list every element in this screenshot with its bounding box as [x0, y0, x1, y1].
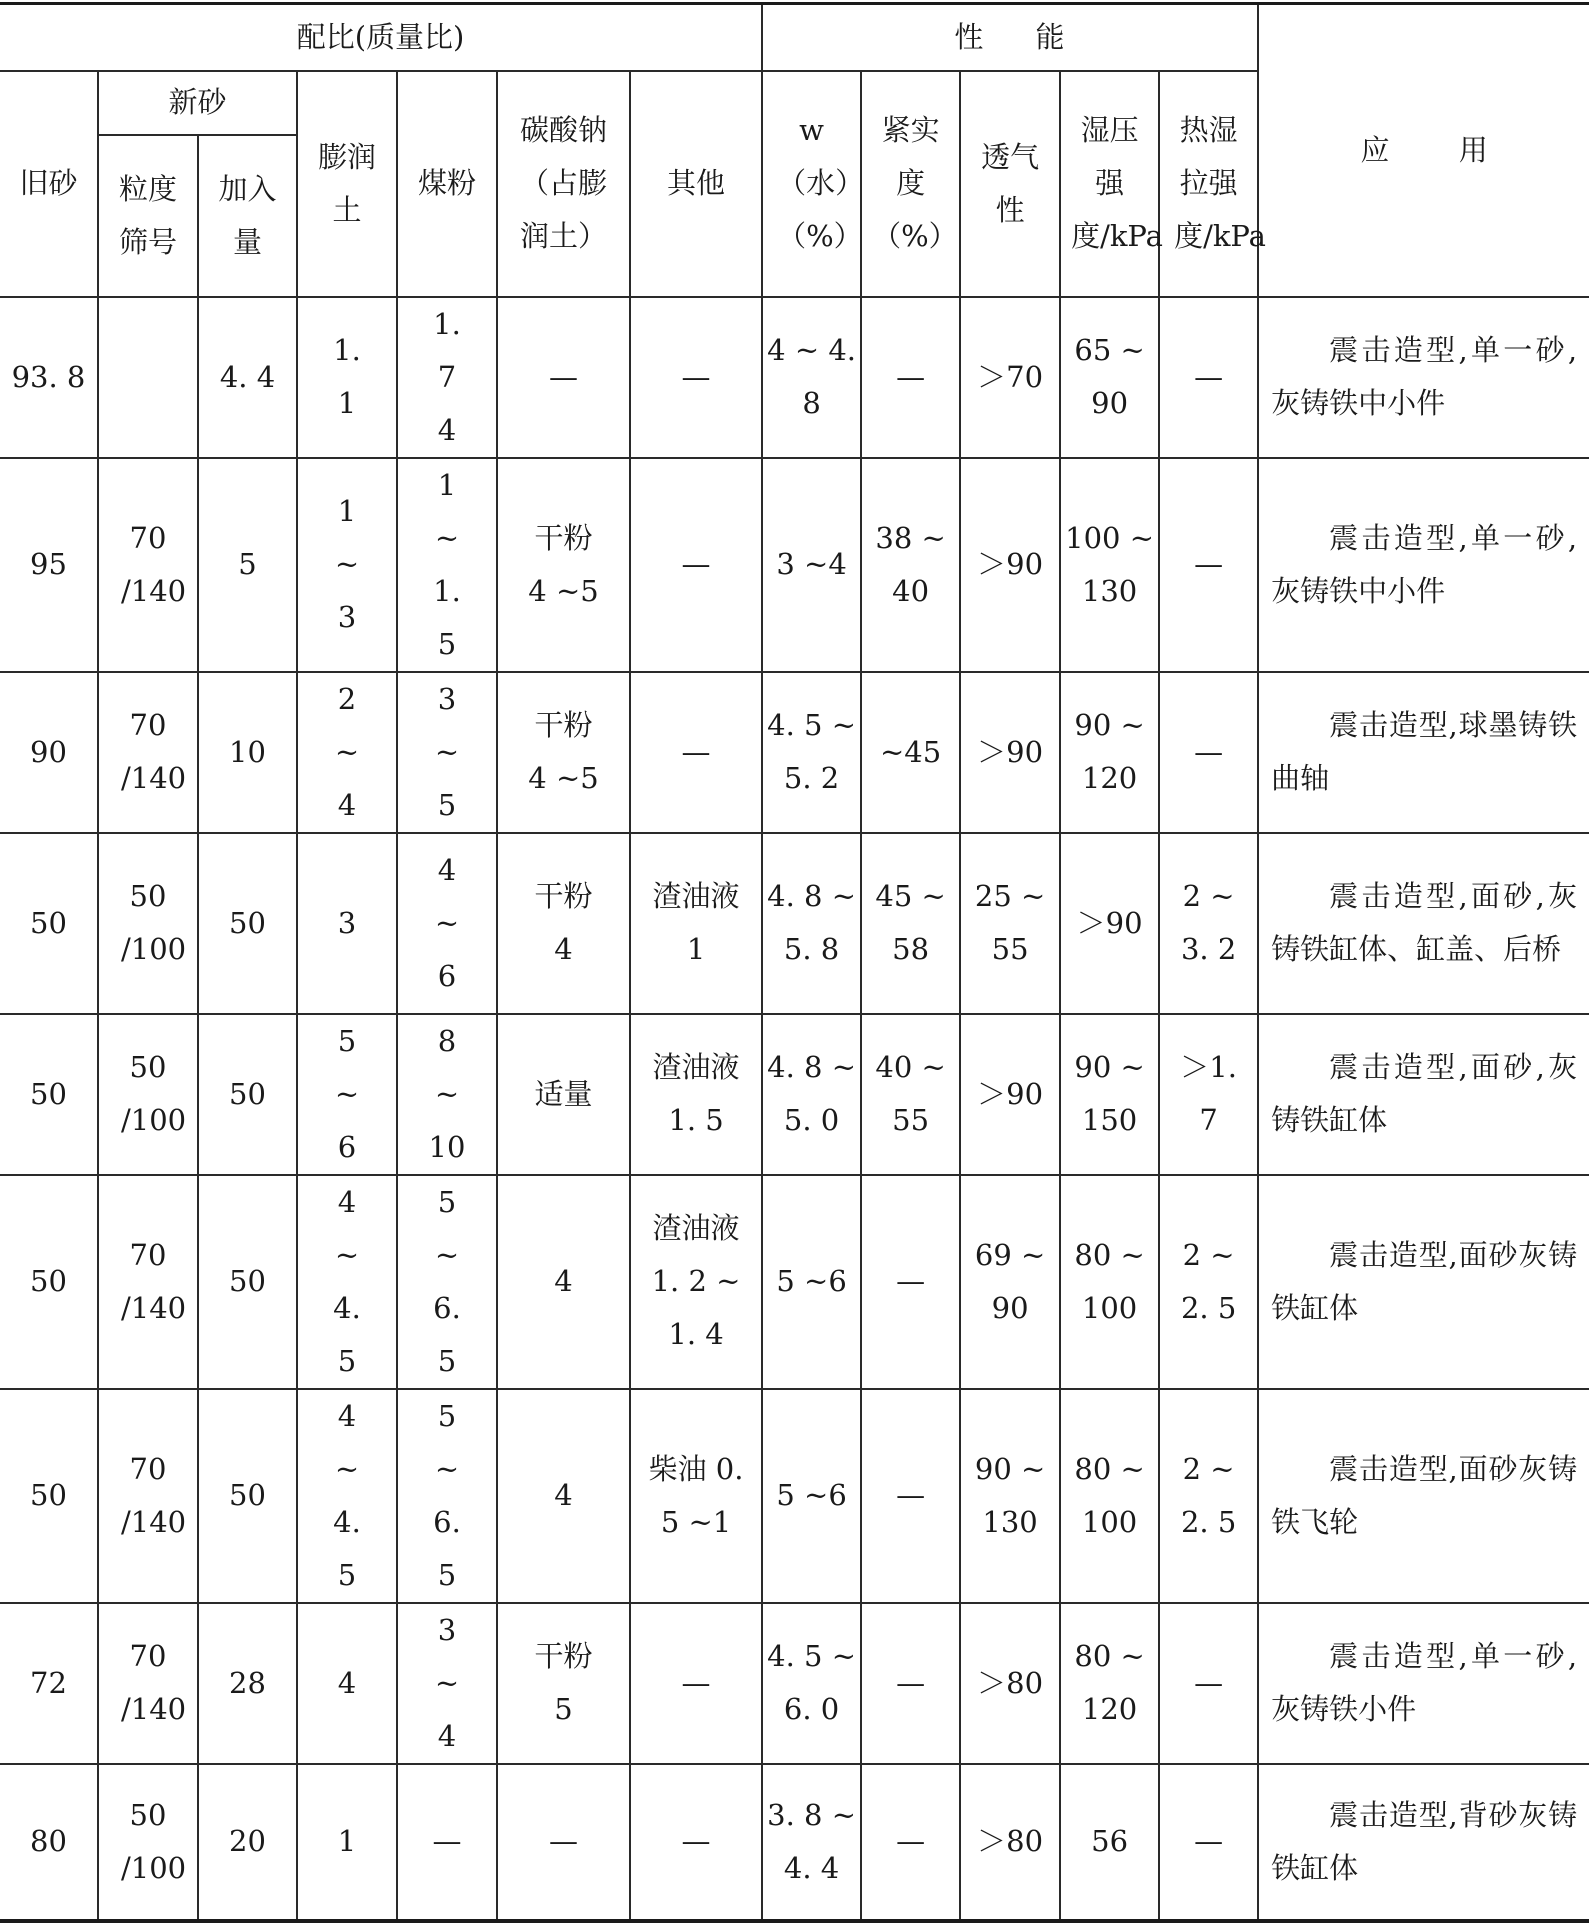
cell-grain-size: 70 /140 — [98, 1389, 198, 1603]
cell-application: 震击造型,面砂,灰铸铁缸体、缸盖、后桥 — [1258, 833, 1589, 1014]
cell-bentonite: 1 ~ 3 — [297, 458, 397, 672]
header-grain-size: 粒度筛号 — [98, 135, 198, 297]
cell-added-amount: 50 — [198, 1014, 297, 1175]
header-new-sand: 新砂 — [98, 71, 297, 135]
cell-bentonite: 4 ~ 4. 5 — [297, 1175, 397, 1389]
cell-water: 4. 8 ~ 5. 0 — [762, 1014, 861, 1175]
cell-application: 震击造型,单一砂,灰铸铁中小件 — [1258, 458, 1589, 672]
cell-coal-powder: 4 ~ 6 — [397, 833, 497, 1014]
cell-green-strength: ＞90 — [1060, 833, 1159, 1014]
cell-added-amount: 50 — [198, 1175, 297, 1389]
cell-sodium-carbonate: 干粉 4 — [497, 833, 630, 1014]
cell-hot-wet-tensile: — — [1159, 297, 1258, 458]
cell-sodium-carbonate: 适量 — [497, 1014, 630, 1175]
cell-old-sand: 50 — [0, 1389, 98, 1603]
cell-compactability: — — [861, 1603, 960, 1764]
header-green-strength: 湿压强度/kPa — [1060, 71, 1159, 297]
cell-application: 震击造型,球墨铸铁曲轴 — [1258, 672, 1589, 833]
table-row — [0, 1175, 1589, 1389]
header-other: 其他 — [630, 71, 762, 297]
cell-other: 渣油液 1 — [630, 833, 762, 1014]
cell-permeability: ＞80 — [960, 1764, 1060, 1921]
cell-other: — — [630, 1603, 762, 1764]
cell-green-strength: 100 ~ 130 — [1060, 458, 1159, 672]
cell-bentonite: 3 — [297, 833, 397, 1014]
table-row — [0, 1764, 1589, 1921]
cell-permeability: ＞80 — [960, 1603, 1060, 1764]
cell-other: — — [630, 458, 762, 672]
cell-hot-wet-tensile: 2 ~ 3. 2 — [1159, 833, 1258, 1014]
cell-hot-wet-tensile: ＞1. 7 — [1159, 1014, 1258, 1175]
cell-hot-wet-tensile: — — [1159, 672, 1258, 833]
table-row — [0, 833, 1589, 1014]
sand-mix-table — [0, 2, 1589, 1923]
cell-permeability: ＞90 — [960, 1014, 1060, 1175]
cell-other: 渣油液 1. 5 — [630, 1014, 762, 1175]
cell-sodium-carbonate: 干粉 4 ~5 — [497, 672, 630, 833]
cell-green-strength: 80 ~ 100 — [1060, 1389, 1159, 1603]
cell-coal-powder: 3 ~ 5 — [397, 672, 497, 833]
cell-application: 震击造型,面砂灰铸铁缸体 — [1258, 1175, 1589, 1389]
cell-water: 3. 8 ~ 4. 4 — [762, 1764, 861, 1921]
table-row — [0, 1603, 1589, 1764]
table-row — [0, 1389, 1589, 1603]
cell-grain-size: 70 /140 — [98, 1603, 198, 1764]
cell-grain-size: 70 /140 — [98, 672, 198, 833]
header-bentonite: 膨润土 — [297, 71, 397, 297]
cell-old-sand: 93. 8 — [0, 297, 98, 458]
cell-old-sand: 80 — [0, 1764, 98, 1921]
cell-application: 震击造型,面砂灰铸铁飞轮 — [1258, 1389, 1589, 1603]
cell-bentonite: 1 — [297, 1764, 397, 1921]
cell-added-amount: 5 — [198, 458, 297, 672]
cell-old-sand: 50 — [0, 1175, 98, 1389]
cell-water: 4. 8 ~ 5. 8 — [762, 833, 861, 1014]
cell-added-amount: 10 — [198, 672, 297, 833]
cell-added-amount: 50 — [198, 1389, 297, 1603]
cell-added-amount: 4. 4 — [198, 297, 297, 458]
cell-permeability: 90 ~ 130 — [960, 1389, 1060, 1603]
cell-application: 震击造型,单一砂,灰铸铁中小件 — [1258, 297, 1589, 458]
cell-compactability: — — [861, 297, 960, 458]
cell-coal-powder: 5 ~ 6. 5 — [397, 1175, 497, 1389]
header-sodium-carbonate: 碳酸钠（占膨润土） — [497, 71, 630, 297]
cell-water: 4. 5 ~ 6. 0 — [762, 1603, 861, 1764]
cell-coal-powder: 1. 7 4 — [397, 297, 497, 458]
cell-grain-size — [98, 297, 198, 458]
cell-bentonite: 4 — [297, 1603, 397, 1764]
cell-compactability: 40 ~ 55 — [861, 1014, 960, 1175]
header-hot-wet-tensile: 热湿拉强度/kPa — [1159, 71, 1258, 297]
header-old-sand: 旧砂 — [0, 71, 98, 297]
cell-sodium-carbonate: 干粉 5 — [497, 1603, 630, 1764]
cell-coal-powder: 5 ~ 6. 5 — [397, 1389, 497, 1603]
header-water: w（水）（%） — [762, 71, 861, 297]
cell-old-sand: 95 — [0, 458, 98, 672]
cell-green-strength: 65 ~ 90 — [1060, 297, 1159, 458]
cell-added-amount: 50 — [198, 833, 297, 1014]
cell-compactability: — — [861, 1764, 960, 1921]
cell-coal-powder: 3 ~ 4 — [397, 1603, 497, 1764]
cell-water: 3 ~4 — [762, 458, 861, 672]
cell-water: 5 ~6 — [762, 1175, 861, 1389]
cell-coal-powder: — — [397, 1764, 497, 1921]
cell-sodium-carbonate: — — [497, 297, 630, 458]
cell-sodium-carbonate: 4 — [497, 1389, 630, 1603]
cell-sodium-carbonate: 干粉 4 ~5 — [497, 458, 630, 672]
cell-sodium-carbonate: 4 — [497, 1175, 630, 1389]
cell-compactability: 45 ~ 58 — [861, 833, 960, 1014]
cell-grain-size: 70 /140 — [98, 458, 198, 672]
cell-old-sand: 50 — [0, 1014, 98, 1175]
cell-water: 4. 5 ~ 5. 2 — [762, 672, 861, 833]
cell-other: — — [630, 297, 762, 458]
cell-bentonite: 4 ~ 4. 5 — [297, 1389, 397, 1603]
cell-added-amount: 20 — [198, 1764, 297, 1921]
table-row — [0, 297, 1589, 458]
cell-old-sand: 50 — [0, 833, 98, 1014]
table-row — [0, 458, 1589, 672]
cell-permeability: 69 ~ 90 — [960, 1175, 1060, 1389]
header-permeability: 透气性 — [960, 71, 1060, 297]
cell-hot-wet-tensile: — — [1159, 1603, 1258, 1764]
cell-application: 震击造型,面砂,灰铸铁缸体 — [1258, 1014, 1589, 1175]
cell-compactability: — — [861, 1175, 960, 1389]
cell-grain-size: 50 /100 — [98, 1764, 198, 1921]
cell-hot-wet-tensile: — — [1159, 1764, 1258, 1921]
cell-water: 5 ~6 — [762, 1389, 861, 1603]
cell-green-strength: 56 — [1060, 1764, 1159, 1921]
cell-old-sand: 90 — [0, 672, 98, 833]
cell-green-strength: 90 ~ 120 — [1060, 672, 1159, 833]
header-application: 应 用 — [1258, 4, 1589, 297]
cell-compactability: — — [861, 1389, 960, 1603]
cell-water: 4 ~ 4. 8 — [762, 297, 861, 458]
cell-application: 震击造型,背砂灰铸铁缸体 — [1258, 1764, 1589, 1921]
table-body — [0, 297, 1589, 1921]
cell-hot-wet-tensile: 2 ~ 2. 5 — [1159, 1175, 1258, 1389]
cell-permeability: ＞90 — [960, 672, 1060, 833]
cell-permeability: ＞70 — [960, 297, 1060, 458]
cell-bentonite: 5 ~ 6 — [297, 1014, 397, 1175]
cell-other: 柴油 0. 5 ~1 — [630, 1389, 762, 1603]
cell-permeability: ＞90 — [960, 458, 1060, 672]
header-compactability: 紧实度（%） — [861, 71, 960, 297]
cell-permeability: 25 ~ 55 — [960, 833, 1060, 1014]
cell-application: 震击造型,单一砂,灰铸铁小件 — [1258, 1603, 1589, 1764]
cell-hot-wet-tensile: — — [1159, 458, 1258, 672]
cell-hot-wet-tensile: 2 ~ 2. 5 — [1159, 1389, 1258, 1603]
cell-added-amount: 28 — [198, 1603, 297, 1764]
header-ratio-group: 配比(质量比) — [0, 4, 762, 71]
cell-coal-powder: 1 ~ 1. 5 — [397, 458, 497, 672]
cell-other: 渣油液 1. 2 ~ 1. 4 — [630, 1175, 762, 1389]
cell-grain-size: 50 /100 — [98, 1014, 198, 1175]
cell-bentonite: 1. 1 — [297, 297, 397, 458]
cell-bentonite: 2 ~ 4 — [297, 672, 397, 833]
cell-compactability: 38 ~ 40 — [861, 458, 960, 672]
cell-compactability: ~45 — [861, 672, 960, 833]
cell-green-strength: 80 ~ 120 — [1060, 1603, 1159, 1764]
cell-coal-powder: 8 ~ 10 — [397, 1014, 497, 1175]
header-added-amount: 加入量 — [198, 135, 297, 297]
table-header — [0, 4, 1589, 297]
cell-other: — — [630, 672, 762, 833]
cell-green-strength: 80 ~ 100 — [1060, 1175, 1159, 1389]
table-row — [0, 1014, 1589, 1175]
cell-old-sand: 72 — [0, 1603, 98, 1764]
cell-grain-size: 50 /100 — [98, 833, 198, 1014]
header-coal-powder: 煤粉 — [397, 71, 497, 297]
cell-other: — — [630, 1764, 762, 1921]
cell-green-strength: 90 ~ 150 — [1060, 1014, 1159, 1175]
cell-sodium-carbonate: — — [497, 1764, 630, 1921]
table-row — [0, 672, 1589, 833]
cell-grain-size: 70 /140 — [98, 1175, 198, 1389]
header-performance-group: 性 能 — [762, 4, 1258, 71]
